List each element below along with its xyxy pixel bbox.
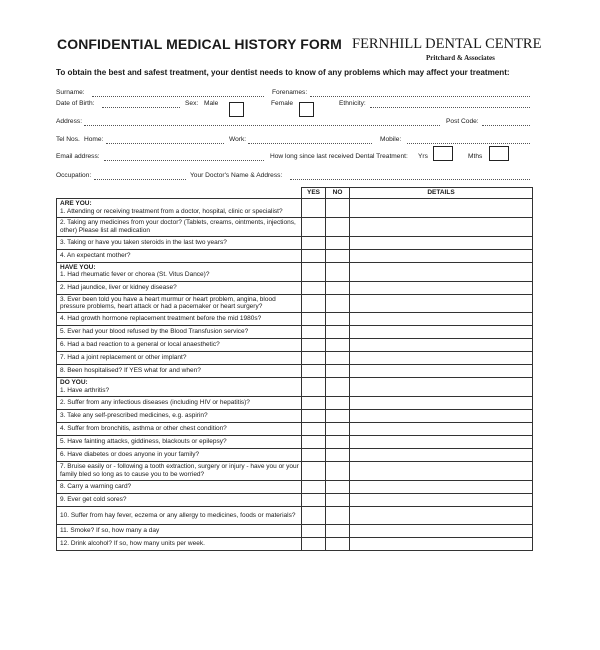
no-cell[interactable] bbox=[326, 410, 350, 423]
years-box[interactable] bbox=[433, 146, 453, 161]
post-code-label: Post Code: bbox=[446, 118, 479, 125]
yes-cell[interactable] bbox=[302, 249, 326, 262]
no-column-header: NO bbox=[326, 188, 350, 199]
question-cell bbox=[57, 199, 302, 218]
intro-text: To obtain the best and safest treatment, your dentist needs to know of any problems which may affect your treatment: bbox=[56, 68, 510, 77]
details-cell[interactable] bbox=[350, 339, 533, 352]
yes-column-header: YES bbox=[302, 188, 326, 199]
yes-cell[interactable] bbox=[302, 199, 326, 218]
table-row bbox=[57, 480, 533, 493]
mths-label: Mths bbox=[468, 153, 483, 160]
table-row bbox=[57, 199, 533, 218]
no-cell[interactable] bbox=[326, 480, 350, 493]
details-column-header: DETAILS bbox=[350, 188, 533, 199]
mobile-label: Mobile: bbox=[380, 136, 402, 143]
question-cell: 4. An expectant mother? bbox=[57, 249, 302, 262]
no-cell[interactable] bbox=[326, 493, 350, 506]
details-cell[interactable] bbox=[350, 218, 533, 237]
no-cell[interactable] bbox=[326, 525, 350, 538]
table-row bbox=[57, 294, 533, 313]
yes-cell[interactable] bbox=[302, 281, 326, 294]
question-cell: 10. Suffer from hay fever, eczema or any allergy to medicines, foods or materials? bbox=[57, 506, 302, 525]
no-cell[interactable] bbox=[326, 339, 350, 352]
no-cell[interactable] bbox=[326, 249, 350, 262]
yes-cell[interactable] bbox=[302, 480, 326, 493]
question-text: 1. Have arthritis? bbox=[60, 386, 110, 394]
no-cell[interactable] bbox=[326, 236, 350, 249]
yes-cell[interactable] bbox=[302, 313, 326, 326]
ethnicity-label: Ethnicity: bbox=[339, 100, 366, 107]
yes-cell[interactable] bbox=[302, 326, 326, 339]
table-row bbox=[57, 538, 533, 551]
details-cell[interactable] bbox=[350, 378, 533, 397]
details-cell[interactable] bbox=[350, 262, 533, 281]
details-cell[interactable] bbox=[350, 397, 533, 410]
yes-cell[interactable] bbox=[302, 436, 326, 449]
section-title-have-you: HAVE YOU: bbox=[60, 263, 96, 271]
yes-cell[interactable] bbox=[302, 410, 326, 423]
occupation-field[interactable] bbox=[94, 179, 186, 180]
dob-label: Date of Birth: bbox=[56, 100, 95, 107]
details-cell[interactable] bbox=[350, 410, 533, 423]
surname-field[interactable] bbox=[92, 96, 264, 97]
section-title-do-you: DO YOU: bbox=[60, 379, 88, 386]
details-cell[interactable] bbox=[350, 480, 533, 493]
yes-cell[interactable] bbox=[302, 218, 326, 237]
question-header-blank bbox=[57, 188, 302, 199]
yes-cell[interactable] bbox=[302, 262, 326, 281]
table-row bbox=[57, 352, 533, 365]
table-row bbox=[57, 525, 533, 538]
no-cell[interactable] bbox=[326, 262, 350, 281]
no-cell[interactable] bbox=[326, 423, 350, 436]
table-row bbox=[57, 397, 533, 410]
email-label: Email address: bbox=[56, 153, 100, 160]
yes-cell[interactable] bbox=[302, 236, 326, 249]
home-phone-field[interactable] bbox=[106, 143, 224, 144]
table-header-row bbox=[57, 188, 533, 199]
address-label: Address: bbox=[56, 118, 83, 125]
no-cell[interactable] bbox=[326, 436, 350, 449]
question-cell: 3. Take any self-prescribed medicines, e.g. aspirin? bbox=[57, 410, 302, 423]
question-cell bbox=[57, 262, 302, 281]
forenames-label: Forenames: bbox=[272, 89, 308, 96]
question-cell: 5. Have fainting attacks, giddiness, blackouts or epilepsy? bbox=[57, 436, 302, 449]
table-row bbox=[57, 313, 533, 326]
question-cell: 4. Suffer from bronchitis, asthma or other chest condition? bbox=[57, 423, 302, 436]
work-label: Work: bbox=[229, 136, 247, 143]
yes-cell[interactable] bbox=[302, 294, 326, 313]
question-cell: 3. Taking or have you taken steroids in the last two years? bbox=[57, 236, 302, 249]
email-field[interactable] bbox=[104, 160, 264, 161]
details-cell[interactable] bbox=[350, 313, 533, 326]
yrs-label: Yrs bbox=[418, 153, 428, 160]
yes-cell[interactable] bbox=[302, 506, 326, 525]
question-cell: 2. Had jaundice, liver or kidney disease? bbox=[57, 281, 302, 294]
address-field[interactable] bbox=[84, 125, 440, 126]
no-cell[interactable] bbox=[326, 449, 350, 462]
no-cell[interactable] bbox=[326, 538, 350, 551]
no-cell[interactable] bbox=[326, 199, 350, 218]
tel-label: Tel Nos. bbox=[56, 136, 80, 143]
practice-name: FERNHILL DENTAL CENTRE bbox=[352, 36, 542, 52]
question-cell bbox=[57, 378, 302, 397]
details-cell[interactable] bbox=[350, 236, 533, 249]
details-cell[interactable] bbox=[350, 199, 533, 218]
yes-cell[interactable] bbox=[302, 378, 326, 397]
yes-cell[interactable] bbox=[302, 493, 326, 506]
question-text: 1. Attending or receiving treatment from a doctor, hospital, clinic or specialist? bbox=[60, 207, 283, 215]
question-cell: 4. Had growth hormone replacement treatment before the mid 1980s? bbox=[57, 313, 302, 326]
section-title-are-you: ARE YOU: bbox=[60, 200, 92, 207]
no-cell[interactable] bbox=[326, 506, 350, 525]
table-row bbox=[57, 326, 533, 339]
last-treatment-label: How long since last received Dental Treatment: bbox=[270, 153, 408, 160]
table-row bbox=[57, 493, 533, 506]
question-cell: 3. Ever been told you have a heart murmur or heart problem, angina, blood pressure problems, heart attack or had a pacemaker or heart surgery? bbox=[57, 294, 302, 313]
forenames-field[interactable] bbox=[310, 96, 530, 97]
details-cell[interactable] bbox=[350, 493, 533, 506]
question-cell: 11. Smoke? If so, how many a day bbox=[57, 525, 302, 538]
question-cell: 6. Had a bad reaction to a general or local anaesthetic? bbox=[57, 339, 302, 352]
details-cell[interactable] bbox=[350, 281, 533, 294]
months-box[interactable] bbox=[489, 146, 509, 161]
yes-cell[interactable] bbox=[302, 462, 326, 481]
yes-cell[interactable] bbox=[302, 339, 326, 352]
details-cell[interactable] bbox=[350, 449, 533, 462]
question-cell: 8. Carry a warning card? bbox=[57, 480, 302, 493]
question-cell: 6. Have diabetes or does anyone in your family? bbox=[57, 449, 302, 462]
female-label: Female bbox=[271, 100, 293, 107]
table-row bbox=[57, 339, 533, 352]
question-cell: 9. Ever get cold sores? bbox=[57, 493, 302, 506]
table-row bbox=[57, 378, 533, 397]
sex-label: Sex: bbox=[185, 100, 199, 107]
question-cell: 12. Drink alcohol? If so, how many units per week. bbox=[57, 538, 302, 551]
details-cell[interactable] bbox=[350, 506, 533, 525]
details-cell[interactable] bbox=[350, 525, 533, 538]
medical-questions-table bbox=[56, 187, 533, 551]
table-row bbox=[57, 410, 533, 423]
table-row bbox=[57, 365, 533, 378]
table-row bbox=[57, 462, 533, 481]
table-row bbox=[57, 423, 533, 436]
details-cell[interactable] bbox=[350, 462, 533, 481]
no-cell[interactable] bbox=[326, 365, 350, 378]
question-cell: 7. Had a joint replacement or other implant? bbox=[57, 352, 302, 365]
table-row bbox=[57, 218, 533, 237]
no-cell[interactable] bbox=[326, 218, 350, 237]
no-cell[interactable] bbox=[326, 313, 350, 326]
table-row bbox=[57, 436, 533, 449]
no-cell[interactable] bbox=[326, 281, 350, 294]
question-cell: 2. Taking any medicines from your doctor? (Tablets, creams, ointments, injections, other) Please list all medication bbox=[57, 218, 302, 237]
no-cell[interactable] bbox=[326, 378, 350, 397]
table-row bbox=[57, 262, 533, 281]
yes-cell[interactable] bbox=[302, 365, 326, 378]
no-cell[interactable] bbox=[326, 294, 350, 313]
surname-label: Surname: bbox=[56, 89, 85, 96]
form-title: CONFIDENTIAL MEDICAL HISTORY FORM bbox=[57, 36, 342, 52]
female-checkbox[interactable] bbox=[299, 102, 314, 117]
details-cell[interactable] bbox=[350, 538, 533, 551]
doctor-label: Your Doctor's Name & Address: bbox=[190, 172, 283, 179]
yes-cell[interactable] bbox=[302, 525, 326, 538]
male-label: Male bbox=[204, 100, 219, 107]
question-cell: 7. Bruise easily or - following a tooth extraction, surgery or injury - have you or your family bled so long as to cause you to be worried? bbox=[57, 462, 302, 481]
table-row bbox=[57, 281, 533, 294]
dob-field[interactable] bbox=[102, 107, 180, 108]
question-cell: 2. Suffer from any infectious diseases (including HIV or hepatitis)? bbox=[57, 397, 302, 410]
details-cell[interactable] bbox=[350, 326, 533, 339]
table-row bbox=[57, 236, 533, 249]
ethnicity-field[interactable] bbox=[370, 107, 530, 108]
no-cell[interactable] bbox=[326, 326, 350, 339]
table-row bbox=[57, 249, 533, 262]
details-cell[interactable] bbox=[350, 249, 533, 262]
question-cell: 5. Ever had your blood refused by the Blood Transfusion service? bbox=[57, 326, 302, 339]
no-cell[interactable] bbox=[326, 352, 350, 365]
yes-cell[interactable] bbox=[302, 397, 326, 410]
mobile-phone-field[interactable] bbox=[407, 143, 530, 144]
yes-cell[interactable] bbox=[302, 538, 326, 551]
practice-subtitle: Pritchard & Associates bbox=[426, 54, 495, 62]
yes-cell[interactable] bbox=[302, 449, 326, 462]
no-cell[interactable] bbox=[326, 462, 350, 481]
details-cell[interactable] bbox=[350, 436, 533, 449]
details-cell[interactable] bbox=[350, 365, 533, 378]
question-text: 1. Had rheumatic fever or chorea (St. Vitus Dance)? bbox=[60, 271, 210, 278]
table-row bbox=[57, 449, 533, 462]
no-cell[interactable] bbox=[326, 397, 350, 410]
question-cell: 8. Been hospitalised? If YES what for and when? bbox=[57, 365, 302, 378]
yes-cell[interactable] bbox=[302, 423, 326, 436]
doctor-field[interactable] bbox=[290, 179, 530, 180]
post-code-field[interactable] bbox=[482, 125, 530, 126]
details-cell[interactable] bbox=[350, 423, 533, 436]
table-row bbox=[57, 506, 533, 525]
details-cell[interactable] bbox=[350, 352, 533, 365]
home-label: Home: bbox=[84, 136, 104, 143]
work-phone-field[interactable] bbox=[248, 143, 372, 144]
male-checkbox[interactable] bbox=[229, 102, 244, 117]
occupation-label: Occupation: bbox=[56, 172, 92, 179]
yes-cell[interactable] bbox=[302, 352, 326, 365]
details-cell[interactable] bbox=[350, 294, 533, 313]
